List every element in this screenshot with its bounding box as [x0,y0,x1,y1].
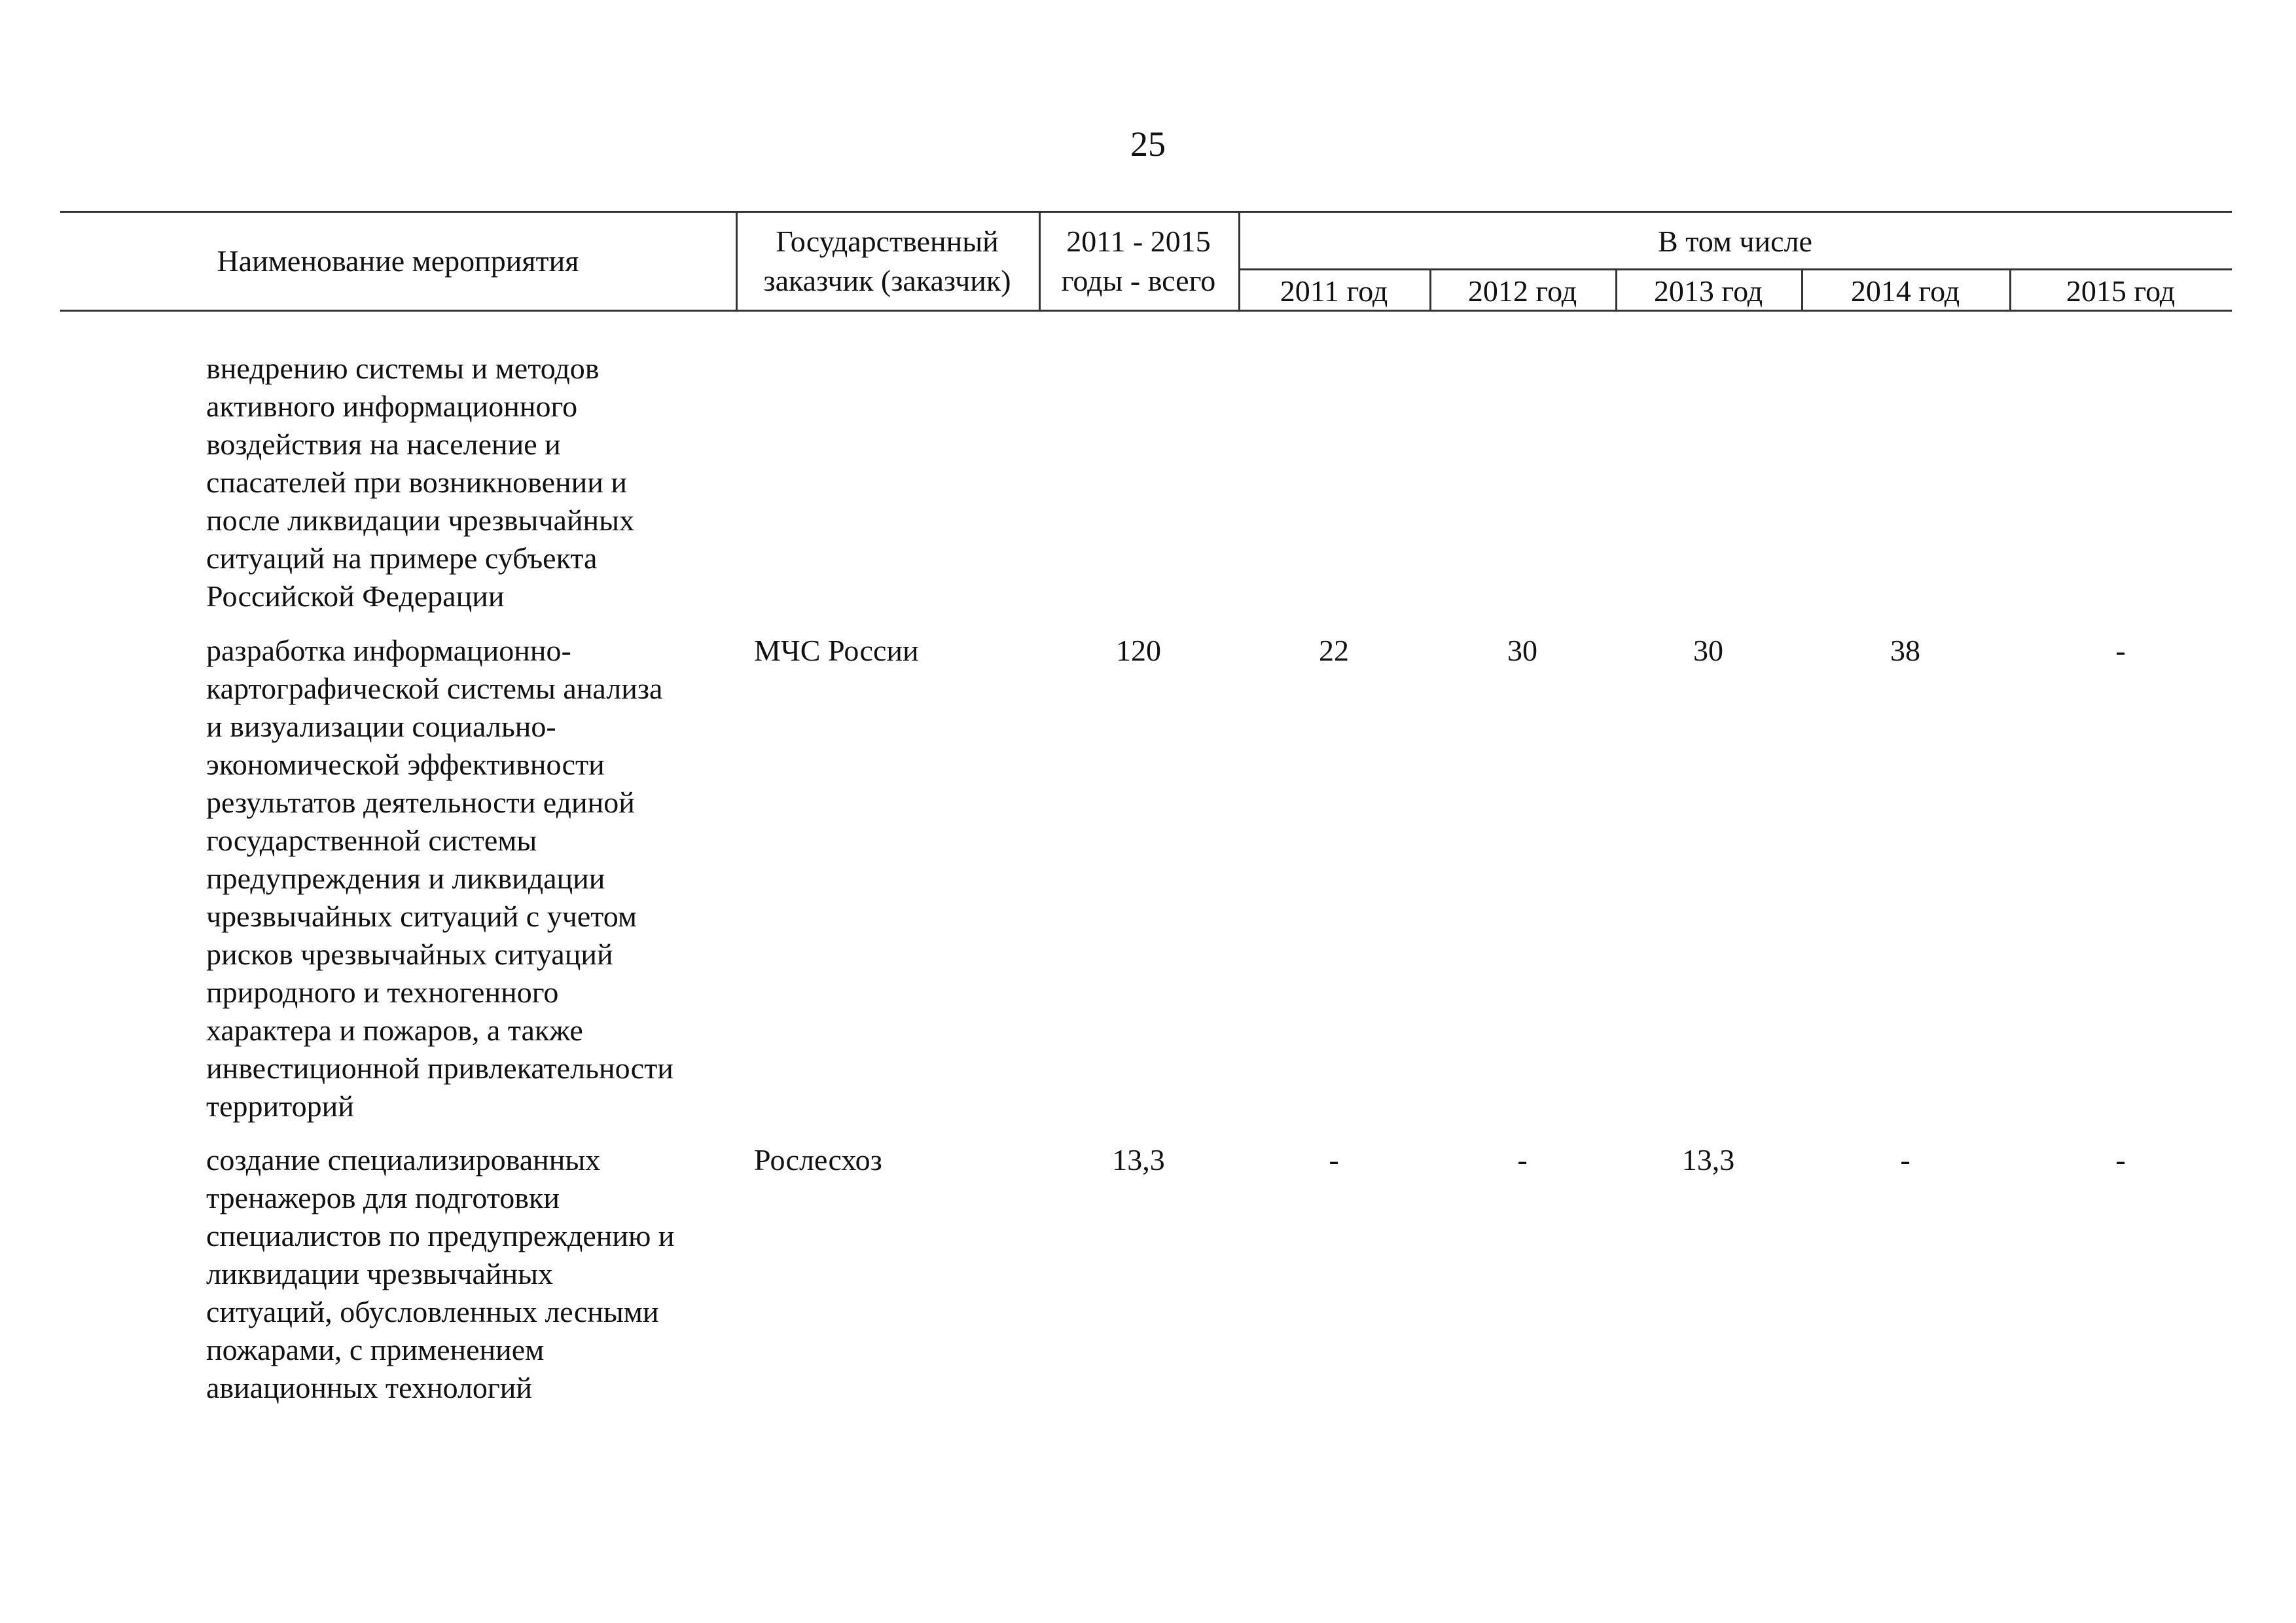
header-customer-line2: заказчик (заказчик) [763,264,1011,297]
row-name-line: ситуаций на примере субъекта [206,541,598,575]
row-name-line: авиационных технологий [206,1371,533,1404]
header-total-line1: 2011 - 2015 [1066,225,1211,258]
row-year-value: 13,3 [1681,1143,1735,1176]
row-name-line: и визуализации социально- [206,710,556,743]
row-name-line: ликвидации чрезвычайных [206,1257,554,1290]
header-including: В том числе [1658,225,1812,258]
row-year-value: - [1517,1143,1528,1176]
header-year: 2015 год [2066,274,2176,308]
row-name-line: природного и техногенного [206,976,559,1009]
row-name-line: после ликвидации чрезвычайных [206,503,635,537]
row-name-line: чрезвычайных ситуаций с учетом [206,900,637,933]
row-name-line: тренажеров для подготовки [206,1181,560,1214]
row-year-value: - [1900,1143,1910,1176]
row-total: 13,3 [1112,1143,1165,1176]
header-year: 2011 год [1280,274,1388,308]
row-name-line: экономической эффективности [206,748,605,781]
row-name-line: картографической системы анализа [206,672,663,705]
row-name [206,350,743,615]
row-total: 120 [1116,634,1161,667]
row-name-line: внедрению системы и методов [206,352,600,385]
row-name-line: воздействия на население и [206,428,561,461]
row-year-value: - [1329,1143,1339,1176]
row-name-line: пожарами, с применением [206,1333,545,1366]
row-name [206,1141,743,1407]
row-name [206,632,743,1125]
row-customer: МЧС России [754,634,919,667]
row-name-line: предупреждения и ликвидации [206,862,605,895]
header-sub-rule [1238,268,2232,270]
row-name-line: специалистов по предупреждению и [206,1219,675,1252]
row-name-line: спасателей при возникновении и [206,465,628,499]
row-name-line: активного информационного [206,390,578,423]
row-customer: Рослесхоз [754,1143,882,1176]
row-name-line: характера и пожаров, а также [206,1013,583,1047]
row-year-value: 30 [1507,634,1537,667]
row-name-line: Российской Федерации [206,579,505,613]
row-year-value: 22 [1319,634,1349,667]
header-year: 2013 год [1653,274,1763,308]
row-name-line: государственной системы [206,824,537,857]
row-name-line: рисков чрезвычайных ситуаций [206,938,613,971]
header-top-rule [60,211,2232,213]
header-customer-line1: Государственный [776,225,999,258]
page-number: 25 [1130,124,1166,164]
header-name: Наименование мероприятия [217,244,579,278]
row-name-line: ситуаций, обусловленных лесными [206,1295,659,1328]
row-year-value: - [2115,1143,2126,1176]
header-year: 2012 год [1467,274,1577,308]
row-name-line: разработка информационно- [206,634,571,667]
header-year: 2014 год [1850,274,1960,308]
row-name-line: инвестиционной привлекательности [206,1051,673,1085]
row-year-value: 38 [1890,634,1920,667]
row-name-line: результатов деятельности единой [206,786,635,819]
row-name-line: создание специализированных [206,1143,601,1176]
row-name-line: территорий [206,1089,354,1123]
row-year-value: - [2115,634,2126,667]
header-total-line2: годы - всего [1061,264,1216,297]
row-year-value: 30 [1693,634,1723,667]
